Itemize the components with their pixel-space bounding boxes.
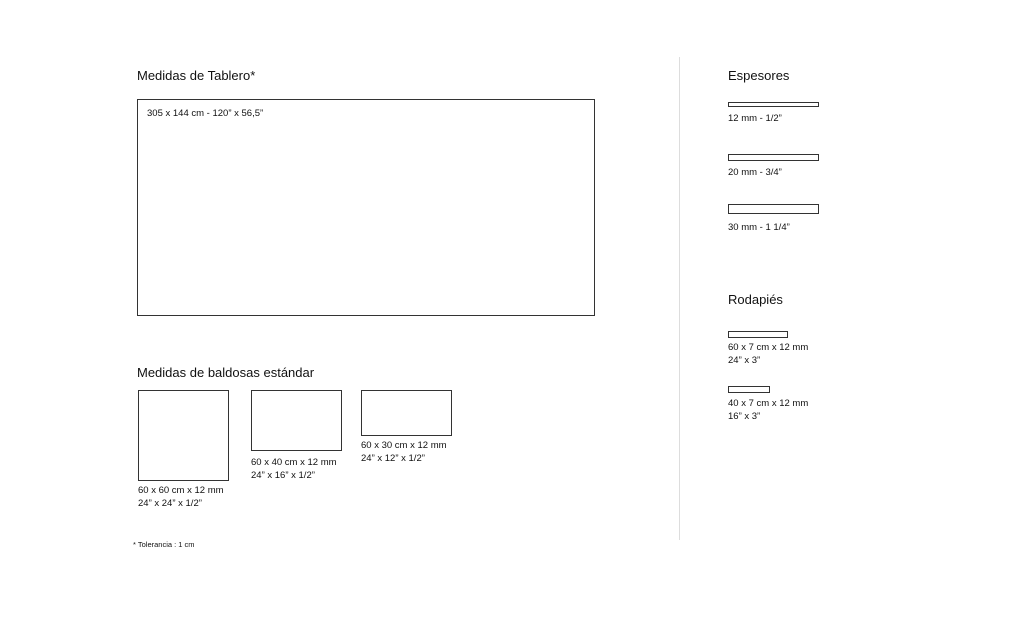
slab-diagram [137,99,595,316]
skirting-60x7-imperial: 24” x 3” [728,354,761,366]
skirting-40x7-imperial: 16” x 3” [728,410,761,422]
tile-60x60-label [138,485,224,510]
thickness-12mm-bar [728,102,819,107]
tile-60x30-metric: 60 x 30 cm x 12 mm [361,440,447,451]
slab-title: Medidas de Tablero* [137,68,256,83]
tile-60x40-diagram [251,390,342,451]
tile-60x40-metric: 60 x 40 cm x 12 mm [251,457,337,468]
thickness-30mm-bar [728,204,819,214]
tile-60x30-diagram [361,390,452,436]
thicknesses-title: Espesores [728,68,790,83]
skirting-60x7-bar [728,331,788,338]
skirting-title: Rodapiés [728,292,783,307]
tile-60x40-label [251,457,337,482]
skirting-40x7-bar [728,386,770,393]
tile-60x40-imperial: 24” x 16” x 1/2” [251,469,315,481]
skirting-40x7-metric: 40 x 7 cm x 12 mm [728,398,809,409]
section-divider [679,57,680,540]
skirting-60x7-metric: 60 x 7 cm x 12 mm [728,342,809,353]
skirting-60x7-label [728,342,808,367]
skirting-40x7-label [728,398,808,423]
tiles-title: Medidas de baldosas estándar [137,365,315,380]
tolerance-footnote: * Tolerancia : 1 cm [133,540,195,549]
slab-dimensions: 305 x 144 cm - 120” x 56,5” [147,108,264,119]
thickness-20mm-bar [728,154,819,161]
tile-60x60-imperial: 24” x 24” x 1/2” [138,497,202,509]
tile-60x30-label [361,440,447,465]
thickness-20mm-label: 20 mm - 3/4” [728,167,782,178]
thickness-30mm-label: 30 mm - 1 1/4” [728,222,790,233]
thickness-12mm-label: 12 mm - 1/2” [728,113,782,124]
tile-60x30-imperial: 24” x 12” x 1/2” [361,452,425,464]
tile-60x60-diagram [138,390,229,481]
tile-60x60-metric: 60 x 60 cm x 12 mm [138,485,224,496]
